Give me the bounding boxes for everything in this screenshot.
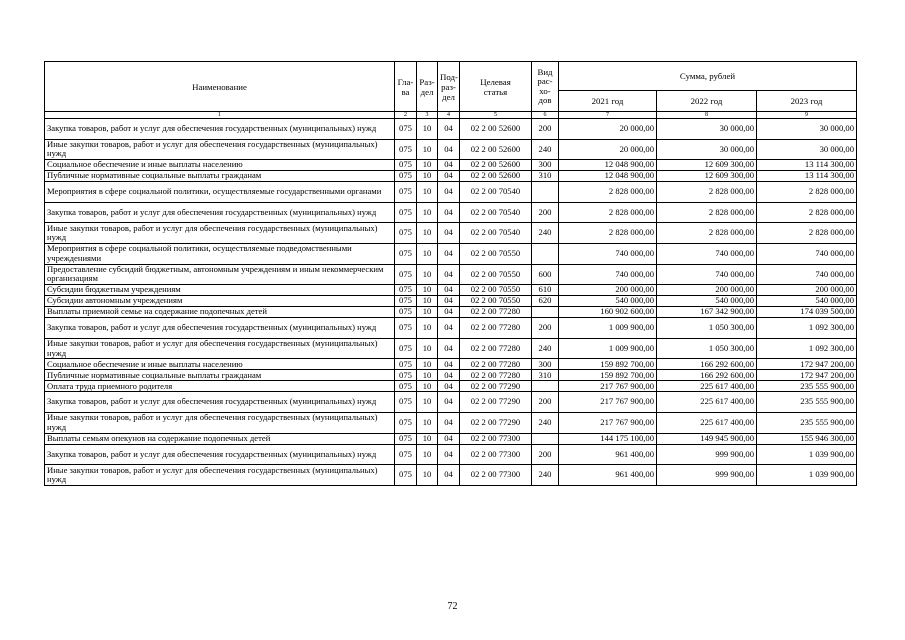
table-row [45, 119, 857, 140]
row-amount-2022: 2 828 000,00 [657, 202, 757, 223]
row-amount-2021: 20 000,00 [559, 139, 657, 160]
row-razdel: 10 [417, 412, 438, 433]
row-amount-2023: 2 828 000,00 [757, 182, 857, 203]
row-target: 02 2 00 77290 [460, 412, 532, 433]
row-target: 02 2 00 77290 [460, 381, 532, 392]
row-razdel: 10 [417, 465, 438, 486]
row-amount-2021: 2 828 000,00 [559, 223, 657, 244]
table-row [45, 359, 857, 370]
row-razdel: 10 [417, 285, 438, 296]
budget-table [44, 61, 857, 486]
row-vid: 240 [532, 139, 559, 160]
row-target: 02 2 00 52600 [460, 171, 532, 182]
row-name: Субсидии автономным учреждениям [45, 296, 395, 307]
table-row [45, 243, 857, 264]
row-target: 02 2 00 77300 [460, 444, 532, 465]
row-amount-2022: 2 828 000,00 [657, 223, 757, 244]
column-number: 8 [657, 112, 757, 119]
row-amount-2023: 172 947 200,00 [757, 359, 857, 370]
row-podrazdel: 04 [438, 338, 460, 359]
row-glava: 075 [395, 202, 417, 223]
row-razdel: 10 [417, 119, 438, 140]
row-vid: 200 [532, 392, 559, 413]
row-podrazdel: 04 [438, 264, 460, 285]
row-vid: 240 [532, 338, 559, 359]
row-podrazdel: 04 [438, 160, 460, 171]
row-amount-2022: 1 050 300,00 [657, 318, 757, 339]
table-row [45, 444, 857, 465]
row-amount-2023: 235 555 900,00 [757, 412, 857, 433]
row-podrazdel: 04 [438, 119, 460, 140]
row-amount-2023: 740 000,00 [757, 243, 857, 264]
row-vid: 200 [532, 119, 559, 140]
row-name: Мероприятия в сфере социальной политики, осуществляемые государственными органами [45, 182, 395, 203]
row-razdel: 10 [417, 370, 438, 381]
table-row [45, 223, 857, 244]
table-row [45, 182, 857, 203]
row-glava: 075 [395, 412, 417, 433]
column-number: 5 [460, 112, 532, 119]
row-glava: 075 [395, 296, 417, 307]
header-name: Наименование [45, 62, 395, 112]
row-target: 02 2 00 77290 [460, 392, 532, 413]
row-target: 02 2 00 52600 [460, 139, 532, 160]
row-target: 02 2 00 70550 [460, 285, 532, 296]
row-amount-2023: 1 039 900,00 [757, 444, 857, 465]
row-amount-2023: 172 947 200,00 [757, 370, 857, 381]
row-vid: 310 [532, 370, 559, 381]
row-glava: 075 [395, 392, 417, 413]
table-row [45, 264, 857, 285]
row-name: Закупка товаров, работ и услуг для обеспечения государственных (муниципальных) нужд [45, 119, 395, 140]
row-target: 02 2 00 77280 [460, 359, 532, 370]
row-amount-2023: 174 039 500,00 [757, 307, 857, 318]
row-amount-2023: 30 000,00 [757, 119, 857, 140]
row-razdel: 10 [417, 307, 438, 318]
column-number: 1 [45, 112, 395, 119]
row-amount-2021: 12 048 900,00 [559, 160, 657, 171]
row-amount-2022: 30 000,00 [657, 139, 757, 160]
row-target: 02 2 00 77280 [460, 318, 532, 339]
row-glava: 075 [395, 171, 417, 182]
table-row [45, 318, 857, 339]
row-target: 02 2 00 52600 [460, 160, 532, 171]
row-podrazdel: 04 [438, 381, 460, 392]
row-amount-2022: 1 050 300,00 [657, 338, 757, 359]
row-target: 02 2 00 77300 [460, 465, 532, 486]
row-amount-2022: 225 617 400,00 [657, 412, 757, 433]
row-amount-2022: 225 617 400,00 [657, 381, 757, 392]
row-amount-2022: 2 828 000,00 [657, 182, 757, 203]
row-razdel: 10 [417, 182, 438, 203]
row-name: Закупка товаров, работ и услуг для обеспечения государственных (муниципальных) нужд [45, 444, 395, 465]
row-amount-2023: 1 039 900,00 [757, 465, 857, 486]
row-vid: 310 [532, 171, 559, 182]
row-glava: 075 [395, 381, 417, 392]
row-glava: 075 [395, 433, 417, 444]
row-name: Иные закупки товаров, работ и услуг для обеспечения государственных (муниципальных) нужд [45, 412, 395, 433]
column-number: 6 [532, 112, 559, 119]
row-razdel: 10 [417, 223, 438, 244]
row-amount-2023: 235 555 900,00 [757, 381, 857, 392]
table-row [45, 433, 857, 444]
row-name: Закупка товаров, работ и услуг для обеспечения государственных (муниципальных) нужд [45, 318, 395, 339]
row-amount-2021: 2 828 000,00 [559, 182, 657, 203]
row-podrazdel: 04 [438, 182, 460, 203]
row-name: Предоставление субсидий бюджетным, автономным учреждениям и иным некоммерческим организациям [45, 264, 395, 285]
row-target: 02 2 00 70540 [460, 202, 532, 223]
row-razdel: 10 [417, 264, 438, 285]
row-vid [532, 243, 559, 264]
row-razdel: 10 [417, 359, 438, 370]
header-year-2023: 2023 год [757, 91, 857, 112]
row-amount-2021: 217 767 900,00 [559, 392, 657, 413]
table-row [45, 171, 857, 182]
table-row [45, 160, 857, 171]
row-vid: 200 [532, 202, 559, 223]
row-amount-2021: 961 400,00 [559, 444, 657, 465]
row-amount-2022: 999 900,00 [657, 465, 757, 486]
row-razdel: 10 [417, 296, 438, 307]
table-row [45, 392, 857, 413]
page-number: 72 [447, 601, 458, 612]
row-amount-2023: 155 946 300,00 [757, 433, 857, 444]
row-amount-2022: 12 609 300,00 [657, 160, 757, 171]
row-podrazdel: 04 [438, 171, 460, 182]
row-name: Иные закупки товаров, работ и услуг для обеспечения государственных (муниципальных) нужд [45, 139, 395, 160]
row-glava: 075 [395, 264, 417, 285]
row-glava: 075 [395, 119, 417, 140]
row-glava: 075 [395, 307, 417, 318]
row-glava: 075 [395, 465, 417, 486]
row-amount-2021: 2 828 000,00 [559, 202, 657, 223]
row-target: 02 2 00 77280 [460, 370, 532, 381]
row-name: Социальное обеспечение и иные выплаты населению [45, 359, 395, 370]
row-podrazdel: 04 [438, 444, 460, 465]
row-name: Субсидии бюджетным учреждениям [45, 285, 395, 296]
row-glava: 075 [395, 338, 417, 359]
row-amount-2021: 200 000,00 [559, 285, 657, 296]
table-row [45, 412, 857, 433]
row-vid: 200 [532, 318, 559, 339]
row-amount-2023: 740 000,00 [757, 264, 857, 285]
row-amount-2023: 200 000,00 [757, 285, 857, 296]
row-amount-2021: 12 048 900,00 [559, 171, 657, 182]
column-number: 2 [395, 112, 417, 119]
row-glava: 075 [395, 139, 417, 160]
row-glava: 075 [395, 370, 417, 381]
row-amount-2022: 540 000,00 [657, 296, 757, 307]
row-razdel: 10 [417, 338, 438, 359]
budget-table-page [44, 61, 856, 486]
row-podrazdel: 04 [438, 318, 460, 339]
row-amount-2022: 999 900,00 [657, 444, 757, 465]
row-amount-2022: 30 000,00 [657, 119, 757, 140]
row-vid: 240 [532, 412, 559, 433]
row-amount-2022: 12 609 300,00 [657, 171, 757, 182]
row-vid [532, 433, 559, 444]
row-razdel: 10 [417, 392, 438, 413]
row-name: Иные закупки товаров, работ и услуг для обеспечения государственных (муниципальных) нужд [45, 465, 395, 486]
row-razdel: 10 [417, 171, 438, 182]
row-vid: 200 [532, 444, 559, 465]
row-amount-2021: 159 892 700,00 [559, 370, 657, 381]
row-podrazdel: 04 [438, 392, 460, 413]
row-amount-2023: 1 092 300,00 [757, 318, 857, 339]
row-amount-2021: 740 000,00 [559, 264, 657, 285]
header-vid: Вид рас- хо- дов [532, 62, 559, 112]
row-amount-2022: 166 292 600,00 [657, 359, 757, 370]
row-target: 02 2 00 70540 [460, 223, 532, 244]
row-amount-2022: 200 000,00 [657, 285, 757, 296]
row-amount-2023: 30 000,00 [757, 139, 857, 160]
row-vid: 300 [532, 359, 559, 370]
row-target: 02 2 00 77300 [460, 433, 532, 444]
row-amount-2021: 159 892 700,00 [559, 359, 657, 370]
row-name: Выплаты семьям опекунов на содержание подопечных детей [45, 433, 395, 444]
row-amount-2021: 160 902 600,00 [559, 307, 657, 318]
table-row [45, 465, 857, 486]
row-podrazdel: 04 [438, 465, 460, 486]
row-glava: 075 [395, 444, 417, 465]
row-name: Иные закупки товаров, работ и услуг для обеспечения государственных (муниципальных) нужд [45, 223, 395, 244]
row-razdel: 10 [417, 160, 438, 171]
row-podrazdel: 04 [438, 296, 460, 307]
row-podrazdel: 04 [438, 412, 460, 433]
row-vid: 600 [532, 264, 559, 285]
row-amount-2021: 1 009 900,00 [559, 318, 657, 339]
row-amount-2022: 166 292 600,00 [657, 370, 757, 381]
header-razdel: Раз- дел [417, 62, 438, 112]
row-amount-2023: 540 000,00 [757, 296, 857, 307]
row-podrazdel: 04 [438, 139, 460, 160]
table-row [45, 381, 857, 392]
table-row [45, 139, 857, 160]
row-amount-2023: 13 114 300,00 [757, 171, 857, 182]
row-podrazdel: 04 [438, 370, 460, 381]
table-row [45, 202, 857, 223]
row-glava: 075 [395, 182, 417, 203]
row-podrazdel: 04 [438, 433, 460, 444]
row-name: Мероприятия в сфере социальной политики, осуществляемые подведомственными учреждениями [45, 243, 395, 264]
row-name: Публичные нормативные социальные выплаты гражданам [45, 171, 395, 182]
table-row [45, 370, 857, 381]
row-vid: 300 [532, 160, 559, 171]
row-name: Социальное обеспечение и иные выплаты населению [45, 160, 395, 171]
table-row [45, 338, 857, 359]
row-vid [532, 307, 559, 318]
row-amount-2023: 2 828 000,00 [757, 223, 857, 244]
header-sum: Сумма, рублей [559, 62, 857, 91]
row-amount-2023: 2 828 000,00 [757, 202, 857, 223]
header-year-2021: 2021 год [559, 91, 657, 112]
row-amount-2021: 217 767 900,00 [559, 381, 657, 392]
row-amount-2021: 740 000,00 [559, 243, 657, 264]
row-podrazdel: 04 [438, 243, 460, 264]
row-name: Иные закупки товаров, работ и услуг для обеспечения государственных (муниципальных) нужд [45, 338, 395, 359]
row-vid: 610 [532, 285, 559, 296]
row-razdel: 10 [417, 433, 438, 444]
row-razdel: 10 [417, 139, 438, 160]
row-glava: 075 [395, 359, 417, 370]
column-number: 9 [757, 112, 857, 119]
row-razdel: 10 [417, 381, 438, 392]
row-vid [532, 381, 559, 392]
table-row [45, 296, 857, 307]
row-razdel: 10 [417, 318, 438, 339]
row-amount-2021: 540 000,00 [559, 296, 657, 307]
row-razdel: 10 [417, 444, 438, 465]
row-target: 02 2 00 77280 [460, 338, 532, 359]
row-vid: 620 [532, 296, 559, 307]
row-amount-2021: 20 000,00 [559, 119, 657, 140]
row-podrazdel: 04 [438, 285, 460, 296]
row-glava: 075 [395, 160, 417, 171]
row-target: 02 2 00 70550 [460, 264, 532, 285]
column-number: 3 [417, 112, 438, 119]
row-amount-2022: 167 342 900,00 [657, 307, 757, 318]
row-vid [532, 182, 559, 203]
row-amount-2021: 144 175 100,00 [559, 433, 657, 444]
row-podrazdel: 04 [438, 202, 460, 223]
header-year-2022: 2022 год [657, 91, 757, 112]
row-amount-2022: 740 000,00 [657, 243, 757, 264]
table-row [45, 307, 857, 318]
header-target: Целевая статья [460, 62, 532, 112]
table-row [45, 285, 857, 296]
row-vid: 240 [532, 223, 559, 244]
row-target: 02 2 00 77280 [460, 307, 532, 318]
row-glava: 075 [395, 285, 417, 296]
row-amount-2022: 225 617 400,00 [657, 392, 757, 413]
row-vid: 240 [532, 465, 559, 486]
row-target: 02 2 00 70550 [460, 296, 532, 307]
header-podrazdel: Под- раз- дел [438, 62, 460, 112]
column-number: 4 [438, 112, 460, 119]
row-target: 02 2 00 70550 [460, 243, 532, 264]
column-number: 7 [559, 112, 657, 119]
row-razdel: 10 [417, 202, 438, 223]
row-name: Выплаты приемной семье на содержание подопечных детей [45, 307, 395, 318]
row-target: 02 2 00 52600 [460, 119, 532, 140]
row-amount-2022: 740 000,00 [657, 264, 757, 285]
row-amount-2023: 13 114 300,00 [757, 160, 857, 171]
row-podrazdel: 04 [438, 359, 460, 370]
row-amount-2022: 149 945 900,00 [657, 433, 757, 444]
row-name: Публичные нормативные социальные выплаты гражданам [45, 370, 395, 381]
row-amount-2023: 235 555 900,00 [757, 392, 857, 413]
row-amount-2021: 217 767 900,00 [559, 412, 657, 433]
row-name: Закупка товаров, работ и услуг для обеспечения государственных (муниципальных) нужд [45, 392, 395, 413]
row-razdel: 10 [417, 243, 438, 264]
row-glava: 075 [395, 223, 417, 244]
row-glava: 075 [395, 318, 417, 339]
row-podrazdel: 04 [438, 223, 460, 244]
header-glava: Гла- ва [395, 62, 417, 112]
row-glava: 075 [395, 243, 417, 264]
row-podrazdel: 04 [438, 307, 460, 318]
row-amount-2021: 961 400,00 [559, 465, 657, 486]
row-amount-2023: 1 092 300,00 [757, 338, 857, 359]
row-amount-2021: 1 009 900,00 [559, 338, 657, 359]
row-name: Закупка товаров, работ и услуг для обеспечения государственных (муниципальных) нужд [45, 202, 395, 223]
row-target: 02 2 00 70540 [460, 182, 532, 203]
row-name: Оплата труда приемного родителя [45, 381, 395, 392]
